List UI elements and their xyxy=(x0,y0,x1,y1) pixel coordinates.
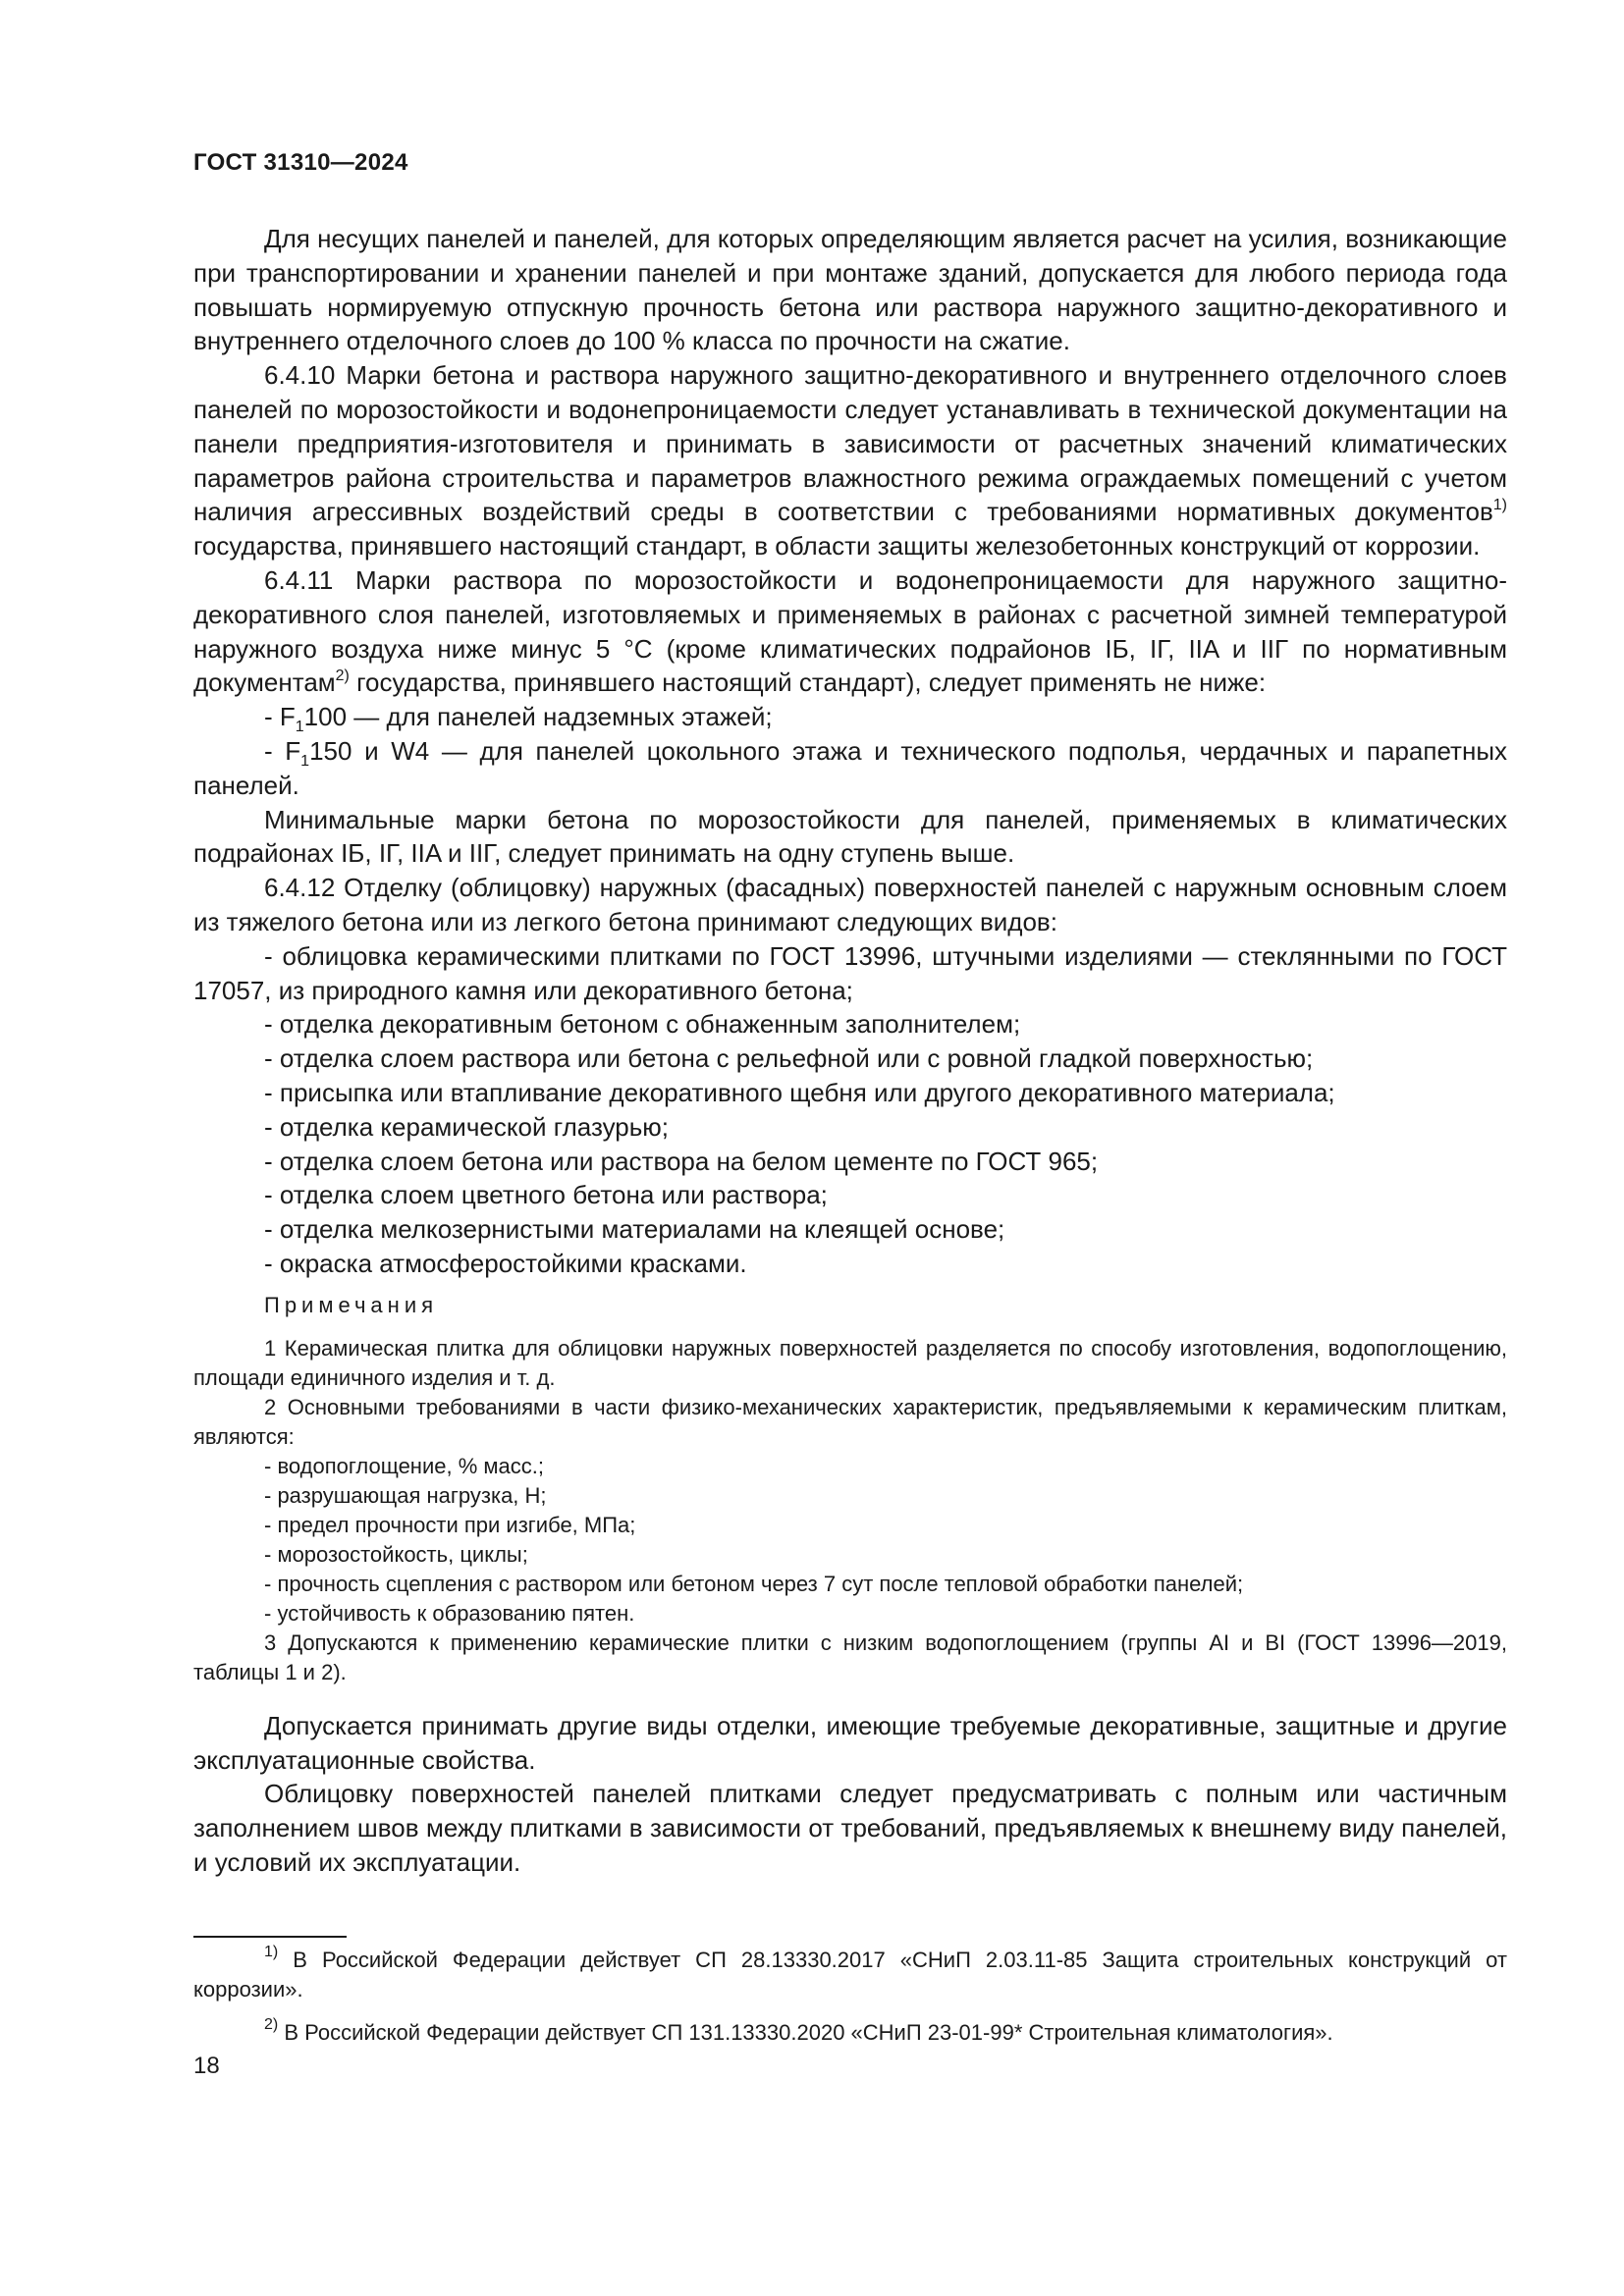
document-body xyxy=(193,222,1507,1880)
paragraph-6-4-11 xyxy=(193,563,1507,700)
finish-list-item: - отделка мелкозернистыми материалами на клеящей основе; xyxy=(264,1214,1005,1245)
notes-section xyxy=(193,1291,1507,1687)
footnotes xyxy=(193,1946,1507,2048)
list-item-f100-text: 100 — для панелей надземных этажей; xyxy=(303,702,773,732)
finish-list-item: - отделка слоем бетона или раствора на белом цементе по ГОСТ 965; xyxy=(264,1146,1099,1176)
note-2-list-item: - прочность сцепления с раствором или бетоном через 7 сут после тепловой обработки панелей; xyxy=(264,1571,1244,1596)
finish-list-item: - отделка декоративным бетоном с обнаженным заполнителем; xyxy=(264,1009,1021,1040)
paragraph-frost-resistance: Минимальные марки бетона по морозостойкости для панелей, применяемых в климатических подрайонах IБ, IГ, IIA и IIГ, следует принимать на одну ступень выше. xyxy=(193,804,1507,869)
finish-list-item: - отделка слоем раствора или бетона с рельефной или с ровной гладкой поверхностью; xyxy=(264,1043,1314,1074)
finish-list-item: - отделка слоем цветного бетона или раствора; xyxy=(264,1180,828,1210)
footnote-2 xyxy=(193,2018,1507,2048)
footnote-ref-1: 1) xyxy=(1492,497,1507,514)
paragraph-6-4-10-text: 6.4.10 Марки бетона и раствора наружного защитно-декоративного и внутреннего отделочного слоев панелей по морозостойкости и водонепроницаемости следует устанавливать в технической документации на панели предприятия-изготовителя и принимать в зависимости от расчетных значений климатических параметров района строительства и параметров влажностного режима ограждаемых помещений с учетом наличия агрессивных воздействий среды в соответствии с требованиями нормативных документов xyxy=(193,360,1507,527)
list-item-f150-prefix: - F xyxy=(264,735,301,766)
paragraph-6-4-11-tail: государства, принявшего настоящий стандарт), следует применять не ниже: xyxy=(349,667,1267,698)
footnote-1 xyxy=(193,1946,1507,2004)
paragraph-6-4-10-tail: государства, принявшего настоящий стандарт, в области защиты железобетонных конструкций от коррозии. xyxy=(193,531,1481,561)
list-item-f100-subscript: 1 xyxy=(295,719,304,736)
footnote-ref-2: 2) xyxy=(335,667,350,685)
list-item-f100-prefix: - F xyxy=(264,702,296,732)
list-item-f150-subscript: 1 xyxy=(300,752,310,770)
notes-title: Примечания xyxy=(264,1292,439,1317)
note-2: 2 Основными требованиями в части физико-механических характеристик, предъявляемыми к керамическим плиткам, являются: xyxy=(193,1394,1507,1449)
footnote-2-mark: 2) xyxy=(264,2016,279,2033)
page-number: 18 xyxy=(193,2053,220,2079)
list-item-f150 xyxy=(193,734,1507,803)
paragraph-tempering-strength: Для несущих панелей и панелей, для которых определяющим является расчет на усилия, возникающие при транспортировании и хранении панелей и при монтаже зданий, допускается для любого периода года повышать нормируемую отпускную прочность бетона или раствора наружного защитно-декоративного и внутреннего отделочного слоев до 100 % класса по прочности на сжатие. xyxy=(193,224,1507,356)
finish-list-item: - облицовка керамическими плитками по ГОСТ 13996, штучными изделиями — стеклянными по ГОСТ 17057, из природного камня или декоративного бетона; xyxy=(193,940,1507,1005)
finish-list-item: - присыпка или втапливание декоративного щебня или другого декоративного материала; xyxy=(264,1077,1335,1107)
note-2-list-item: - водопоглощение, % масс.; xyxy=(264,1453,544,1478)
finish-list-item: - отделка керамической глазурью; xyxy=(264,1111,670,1142)
paragraph-6-4-10 xyxy=(193,358,1507,563)
list-item-f100 xyxy=(193,700,1507,734)
note-2-list-item: - разрушающая нагрузка, Н; xyxy=(264,1482,547,1508)
note-2-list-item: - предел прочности при изгибе, МПа; xyxy=(264,1512,636,1537)
paragraph-6-4-11-text: 6.4.11 Марки раствора по морозостойкости и водонепроницаемости для наружного защитно-декоративного слоя панелей, изготовляемых и применяемых в районах с расчетной зимней температурой наружного воздуха ниже минус 5 °С (кроме климатических подрайонов IБ, IГ, IIA и IIГ по нормативным документам xyxy=(193,564,1507,698)
finish-list-item: - окраска атмосферостойкими красками. xyxy=(264,1248,747,1278)
footnote-separator xyxy=(193,1936,347,1938)
closing-paragraphs xyxy=(193,1709,1507,1880)
note-1: 1 Керамическая плитка для облицовки наружных поверхностей разделяется по способу изготовления, водопоглощению, площади единичного изделия и т. д. xyxy=(193,1335,1507,1390)
footnote-2-text: В Российской Федерации действует СП 131.13330.2020 «СНиП 23-01-99* Строительная климатология». xyxy=(278,2020,1333,2045)
note-2-list-item: - устойчивость к образованию пятен. xyxy=(264,1600,635,1626)
paragraph-6-4-12: 6.4.12 Отделку (облицовку) наружных (фасадных) поверхностей панелей с наружным основным слоем из тяжелого бетона или из легкого бетона принимают следующих видов: xyxy=(193,873,1507,936)
note-3: 3 Допускаются к применению керамические плитки с низким водопоглощением (группы AI и BI (ГОСТ 13996—2019, таблицы 1 и 2). xyxy=(193,1629,1507,1684)
paragraph-tile-joints: Облицовку поверхностей панелей плитками следует предусматривать с полным или частичным заполнением швов между плитками в зависимости от требований, предъявляемых к внешнему виду панелей, и условий их эксплуатации. xyxy=(193,1779,1507,1877)
footnote-1-mark: 1) xyxy=(264,1944,279,1960)
footnote-1-text: В Российской Федерации действует СП 28.13330.2017 «СНиП 2.03.11-85 Защита строительных конструкций от коррозии». xyxy=(193,1948,1507,2002)
document-code-header: ГОСТ 31310—2024 xyxy=(193,149,408,176)
note-2-list-item: - морозостойкость, циклы; xyxy=(264,1541,528,1567)
paragraph-other-finishes: Допускается принимать другие виды отделки, имеющие требуемые декоративные, защитные и другие эксплуатационные свойства. xyxy=(193,1710,1507,1775)
list-item-f150-text: 150 и W4 — для панелей цокольного этажа и технического подполья, чердачных и парапетных панелей. xyxy=(193,735,1508,800)
